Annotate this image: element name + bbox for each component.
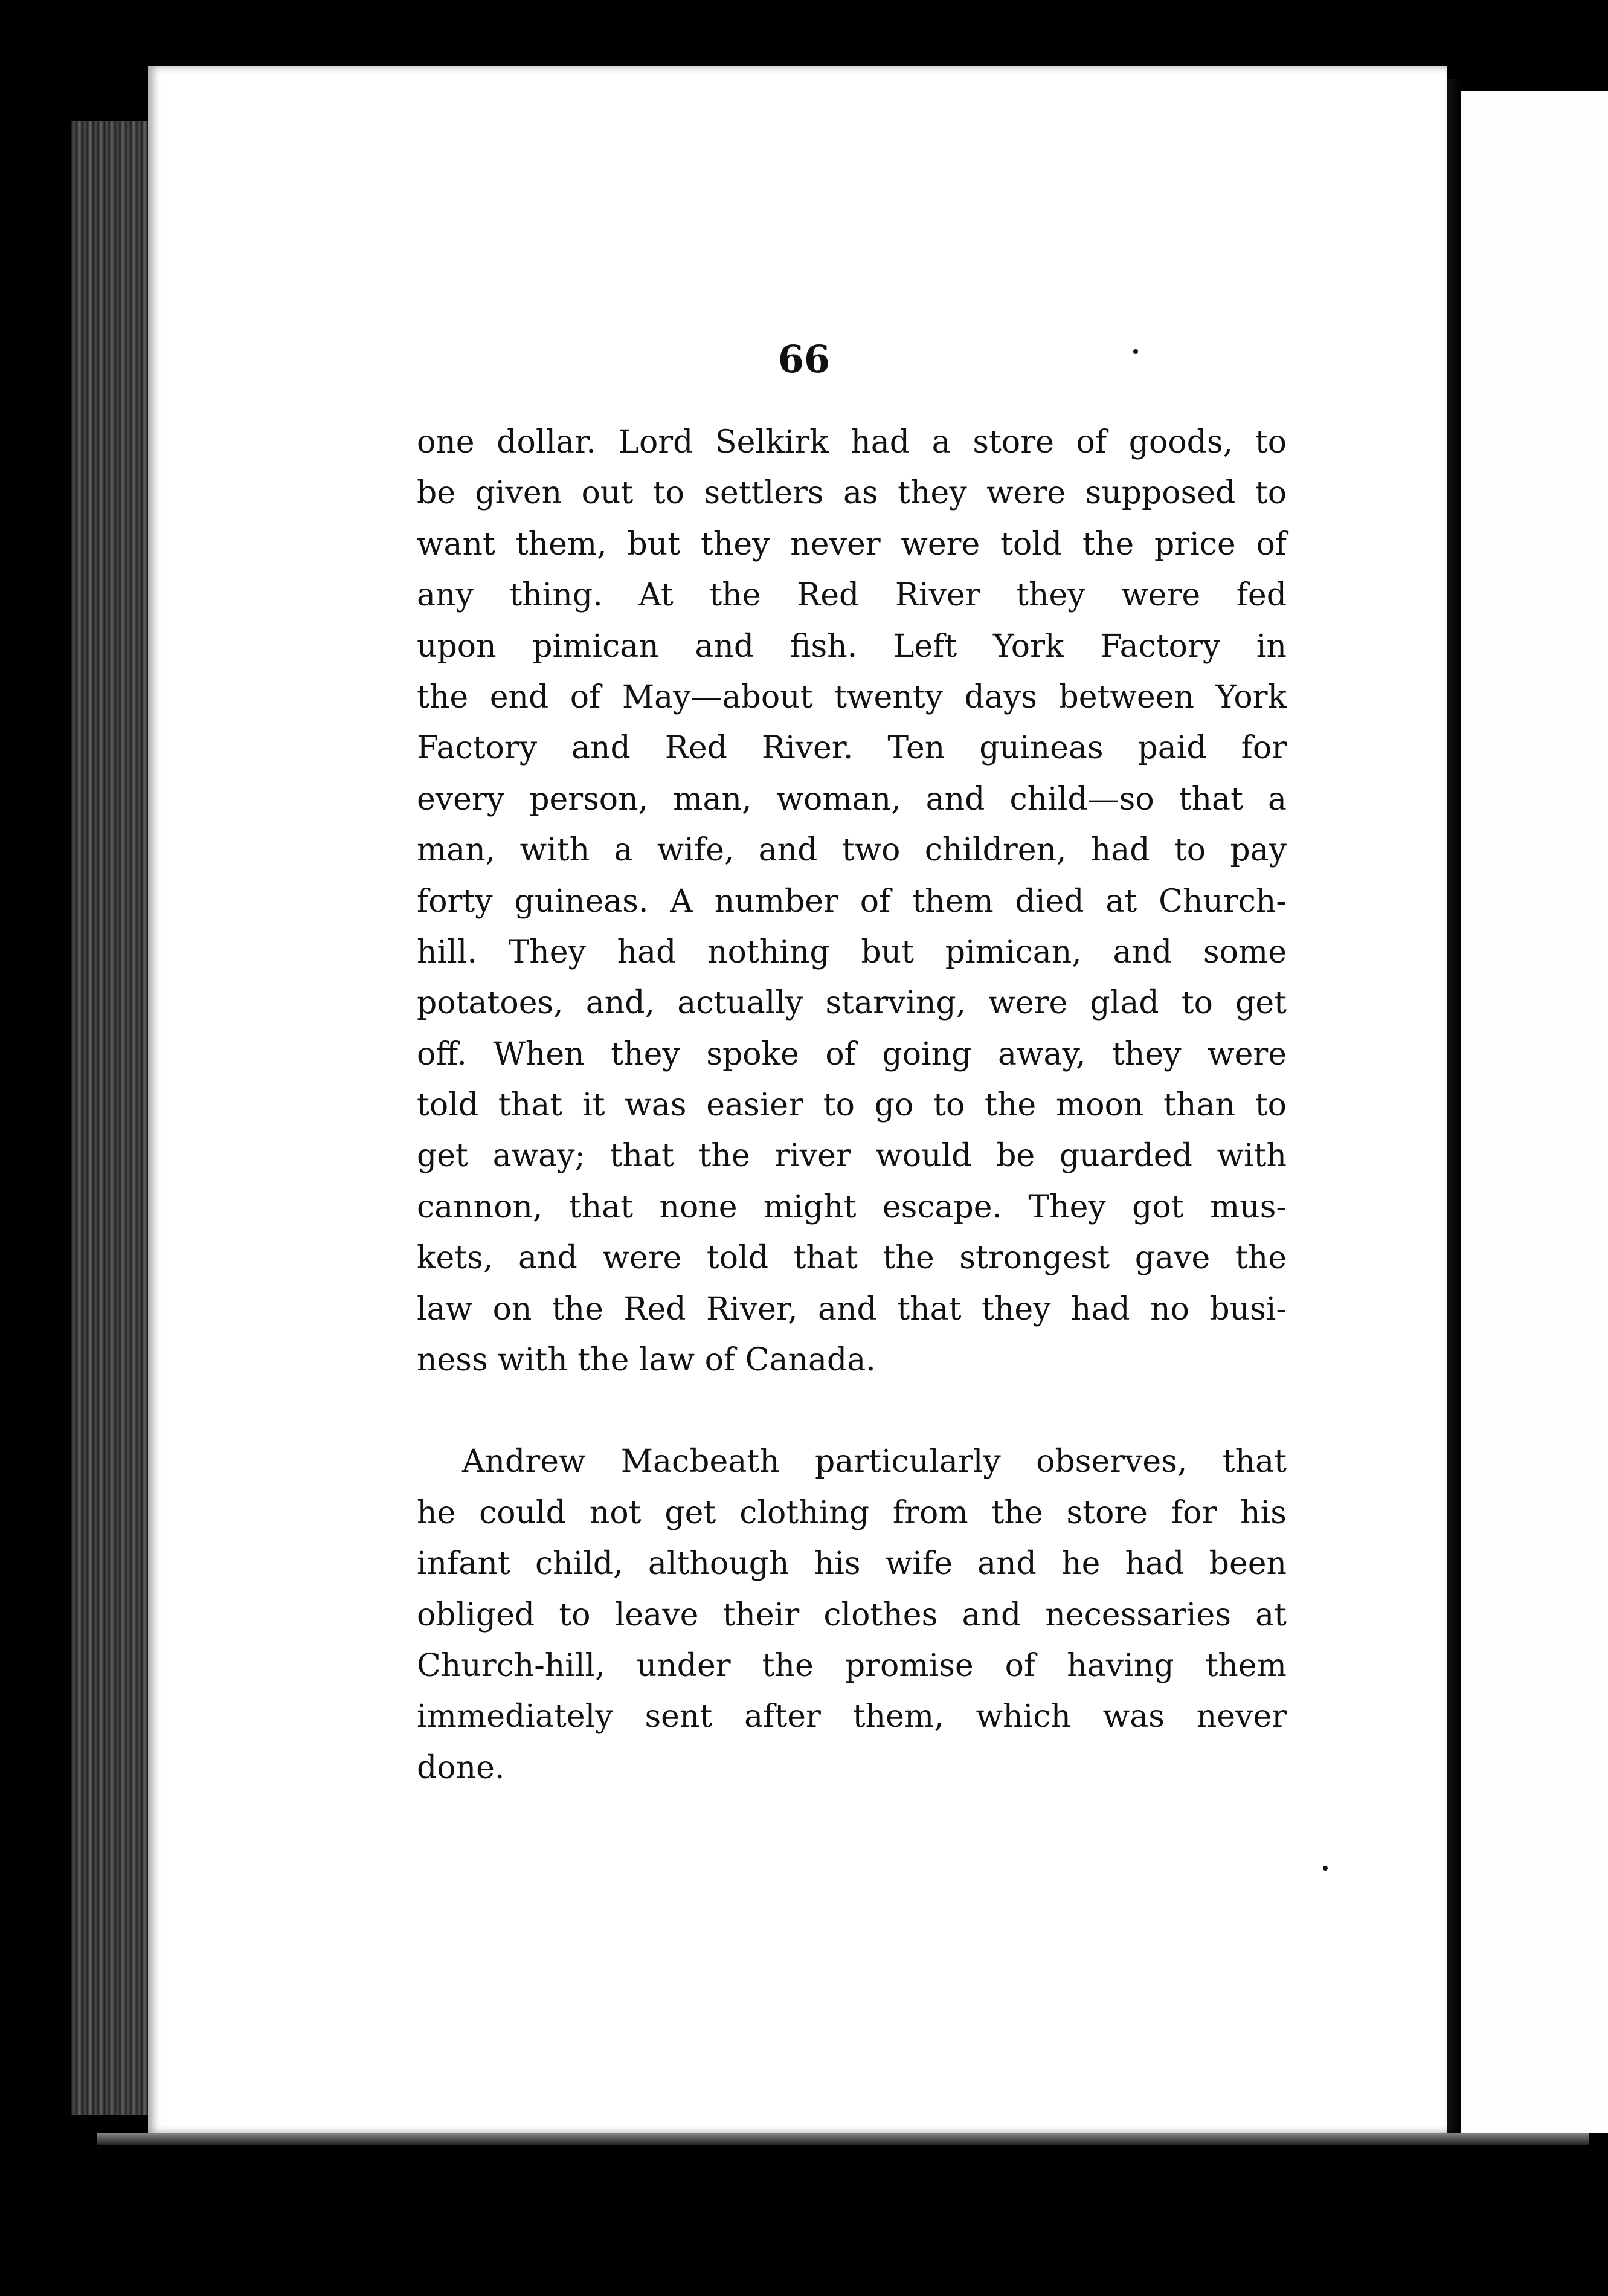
book-gutter [1447,79,1461,2133]
paragraph-1 [417,417,1287,1385]
text-line: man, with a wife, and two children, had to pay [417,832,1287,869]
text-line: law on the Red River, and that they had no busi- [417,1291,1287,1327]
text-line: every person, man, woman, and child—so that a [417,781,1287,817]
text-line: off. When they spoke of going away, they were [417,1036,1287,1072]
page-number: 66 [777,337,831,381]
text-line: told that it was easier to go to the moon than to [417,1087,1287,1124]
text-line: Andrew Macbeath particularly observes, that [462,1443,1287,1480]
text-line: Church-hill, under the promise of having them [417,1647,1287,1684]
paragraph-2 [417,1436,1287,1793]
text-line: be given out to settlers as they were supposed to [417,475,1287,512]
text-line: he could not get clothing from the store for his [417,1494,1287,1531]
page-bottom-edge [97,2133,1589,2145]
text-line: obliged to leave their clothes and necessaries at [417,1596,1287,1633]
text-line: Factory and Red River. Ten guineas paid for [417,730,1287,767]
text-line: forty guineas. A number of them died at Church- [417,883,1287,920]
speck [1323,1866,1328,1871]
text-line: potatoes, and, actually starving, were glad to get [417,985,1287,1022]
text-line: one dollar. Lord Selkirk had a store of goods, to [417,424,1287,460]
text-line: ness with the law of Canada. [417,1342,876,1379]
facing-page-edge [1461,91,1608,2133]
text-line: immediately sent after them, which was never [417,1698,1287,1735]
text-line: want them, but they never were told the price of [417,526,1287,563]
text-line: the end of May—about twenty days between York [417,679,1287,715]
text-line: get away; that the river would be guarded with [417,1138,1287,1175]
text-line: cannon, that none might escape. They got mus- [417,1188,1287,1225]
text-line: infant child, although his wife and he had been [417,1546,1287,1582]
text-line: kets, and were told that the strongest gave the [417,1240,1287,1277]
text-line: done. [417,1749,505,1786]
text-line: any thing. At the Red River they were fed [417,577,1287,614]
text-line: hill. They had nothing but pimican, and some [417,934,1287,970]
body-text [417,417,1287,1793]
text-line: upon pimican and fish. Left York Factory in [417,628,1287,665]
paragraph-gap [417,1385,1287,1436]
